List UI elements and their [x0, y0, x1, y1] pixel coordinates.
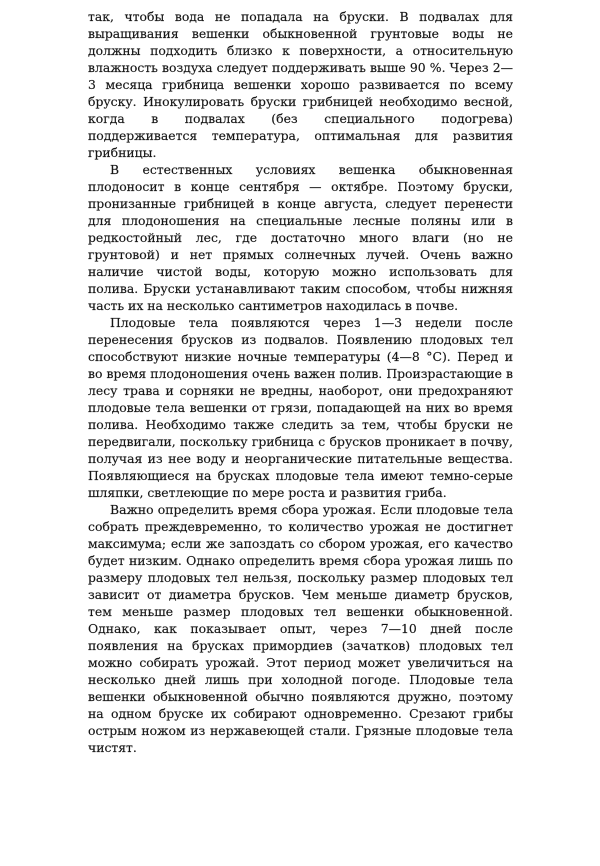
paragraph-1: так, чтобы вода не попадала на бруски. В подвалах для выращивания вешенки обыкновенной грунтовые воды не должны подходить близко к поверхности, а относительную влажность воздуха следует поддерживать выше 90 %. Через 2—3 месяца грибница вешенки хорошо развивается по всему бруску. Инокулировать бруски грибницей необходимо весной, когда в подвалах (без специального подогрева) поддерживается температура, оптимальная для развития грибницы. [88, 9, 513, 160]
paragraph-3: Плодовые тела появляются через 1—3 недели после перенесения брусков из подвалов. Появлению плодовых тел способствуют низкие ночные температуры (4—8 °С). Перед и во время плодоношения очень важен полив. Произрастающие в лесу трава и сорняки не вредны, наоборот, они предохраняют плодовые тела вешенки от грязи, попадающей на них во время полива. Необходимо также следить за тем, чтобы бруски не передвигали, поскольку грибница с брусков проникает в почву, получая из нее воду и неорганические питательные вещества. Появляющиеся на брусках плодовые тела имеют темно-серые шляпки, светлеющие по мере роста и развития гриба. [88, 315, 513, 500]
paragraph-4: Важно определить время сбора урожая. Если плодовые тела собрать преждевременно, то количество урожая не достигнет максимума; если же запоздать со сбором урожая, его качество будет низким. Однако определить время сбора урожая лишь по размеру плодовых тел нельзя, поскольку размер плодовых тел зависит от диаметра брусков. Чем меньше диаметр брусков, тем меньше размер плодовых тел вешенки обыкновенной. Однако, как показывает опыт, через 7—10 дней после появления на брусках примордиев (зачатков) плодовых тел можно собирать урожай. Этот период может увеличиться на несколько дней лишь при холодной погоде. Плодовые тела вешенки обыкновенной обычно появляются дружно, поэтому на одном бруске их собирают одновременно. Срезают грибы острым ножом из нержавеющей стали. Грязные плодовые тела чистят. [88, 502, 513, 755]
document-page [88, 8, 513, 756]
paragraph-2: В естественных условиях вешенка обыкновенная плодоносит в конце сентября — октябре. Поэтому бруски, пронизанные грибницей в конце августа, следует перенести для плодоношения на специальные лесные поляны или в редкостойный лес, где достаточно много влаги (но не грунтовой) и нет прямых солнечных лучей. Очень важно наличие чистой воды, которую можно использовать для полива. Бруски устанавливают таким способом, чтобы нижняя часть их на несколько сантиметров находилась в почве. [88, 162, 513, 313]
